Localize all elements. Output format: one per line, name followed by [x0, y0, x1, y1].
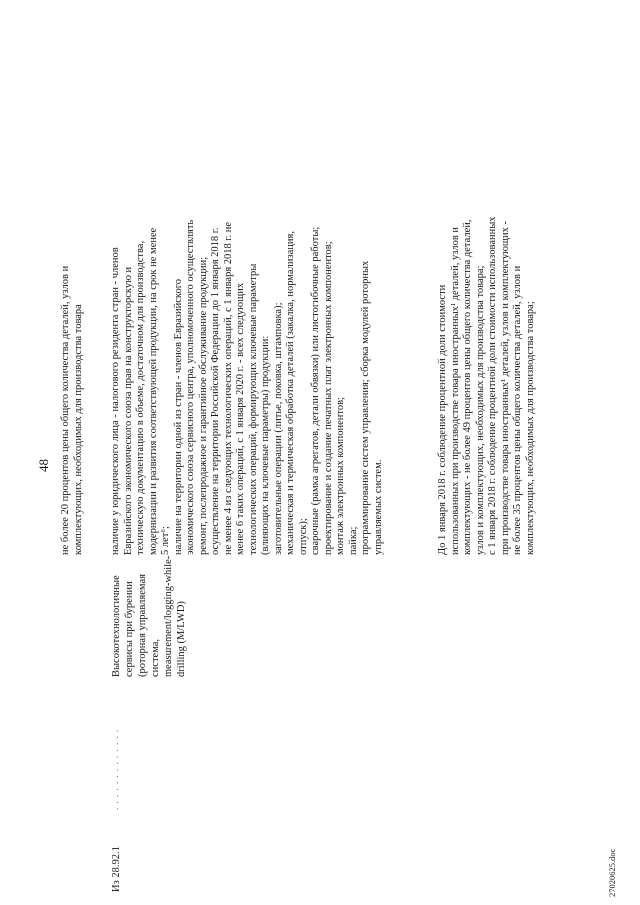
- condition-line: пайка;: [347, 526, 359, 555]
- condition-line: отпуск);: [297, 518, 309, 555]
- product-code: Из 28.92.1: [111, 846, 122, 892]
- continuation-line: комплектующих, необходимых для производства товара: [72, 304, 84, 555]
- condition-line: использованных при производстве товара иностранных¹ деталей, узлов и: [449, 226, 461, 555]
- condition-line: узлов и комплектующих, необходимых для производства товара;: [474, 265, 486, 555]
- condition-line: 5 лет⁶;: [160, 526, 171, 555]
- condition-line: модернизации и развития соответствующей продукции, на срок не менее: [147, 227, 159, 555]
- continuation-text: [60, 87, 85, 555]
- condition-line: наличие у юридического лица - налогового резидента стран - членов: [110, 247, 121, 555]
- condition-line: ремонт, послепродажное и гарантийное обслуживание продукции;: [197, 256, 209, 555]
- page-number: 48: [36, 459, 51, 472]
- condition-line: комплектующих, необходимых для производства товара;: [524, 301, 536, 555]
- condition-line: менее 6 таких операций, с 1 января 2020 г. - всех следующих: [235, 282, 246, 555]
- condition-line: До 1 января 2018 г. соблюдение процентной доли стоимости: [437, 284, 448, 555]
- condition-line: сварочные (рамка агрегатов, детали обвязки) или листогибочные работы;: [310, 226, 321, 555]
- document-id: 27020625.doc: [607, 848, 617, 897]
- condition-line: не менее 4 из следующих технологических операций, с 1 января 2018 г. не: [222, 221, 234, 555]
- condition-line: заготовительные операции (литье, поковка, штамповка);: [272, 302, 284, 555]
- condition-line: управляемых систем.: [372, 459, 384, 555]
- condition-line: проектирование и создание печатных плат электронных компонентов;: [322, 241, 334, 555]
- continuation-line: не более 20 процентов цены общего количества деталей, узлов и: [60, 265, 71, 555]
- condition-line: комплектующих - не более 49 процентов цены общего количества деталей,: [462, 219, 473, 555]
- condition-line: (влияющих на ключевые параметры) продукции:: [260, 335, 271, 555]
- conditions-block-2: [437, 87, 537, 555]
- condition-line: осуществление на территории Российской Федерации до 1 января 2018 г.: [210, 227, 221, 555]
- condition-line: программирование систем управления; сборка модулей роторных: [360, 260, 371, 555]
- leader-dots: . . . . . . . . . . . . .: [110, 728, 120, 810]
- condition-line: механическая и термическая обработка деталей (закалка, нормализация,: [285, 231, 296, 555]
- product-name: Высокотехнологичные сервисы при бурении (роторная управляемая система, measurement/logging-while-drilling (M/LWD): [111, 555, 187, 677]
- condition-line: наличие на территории одной из стран - членов Евразийского: [172, 278, 184, 555]
- conditions-block-1: [110, 87, 385, 555]
- condition-line: экономического союза сервисного центра, уполномоченного осуществлять: [185, 219, 196, 555]
- condition-line: при производстве товара иностранных¹ деталей, узлов и комплектующих -: [499, 221, 511, 555]
- condition-line: Евразийского экономического союза прав на конструкторскую и: [122, 266, 134, 555]
- condition-line: технологических операций, формирующих ключевые параметры: [247, 263, 259, 555]
- condition-line: техническую документацию в объеме, достаточном для производства,: [135, 240, 146, 555]
- condition-line: с 1 января 2018 г. соблюдение процентной доли стоимости использованных: [487, 216, 498, 555]
- condition-line: не более 35 процентов цены общего количества деталей, узлов и: [512, 265, 523, 555]
- condition-line: монтаж электронных компонентов;: [335, 397, 346, 555]
